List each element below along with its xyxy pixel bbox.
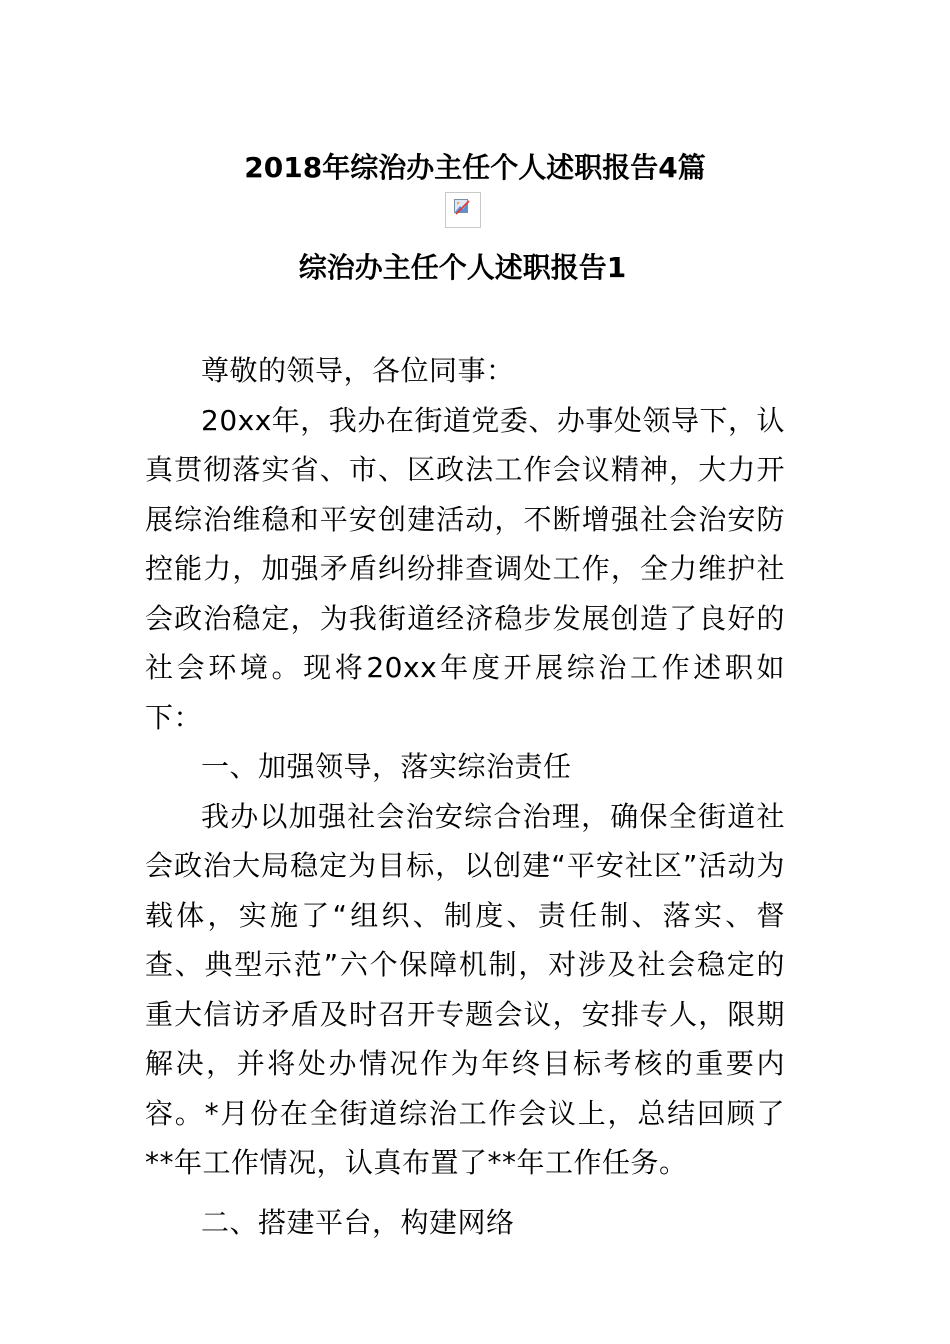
paragraph-leadership: 我办以加强社会治安综合治理，确保全街道社会政治大局稳定为目标，以创建“平安社区”活动为载体，实施了“组织、制度、责任制、落实、督查、典型示范”六个保障机制，对涉及社会稳定的重大信访矛盾及时召开专题会议，安排专人，限期解决，并将处办情况作为年终目标考核的重要内容。*月份在全街道综治工作会议上，总结回顾了**年工作情况，认真布置了**年工作任务。 bbox=[145, 799, 785, 1179]
subheading-2: 二、搭建平台，构建网络 bbox=[201, 1205, 515, 1239]
broken-image-icon bbox=[445, 192, 481, 228]
body-text bbox=[145, 346, 785, 1247]
document-title: 2018年综治办主任个人述职报告4篇 bbox=[244, 151, 706, 184]
subheading-1: 一、加强领导，落实综治责任 bbox=[201, 750, 572, 783]
section-heading: 综治办主任个人述职报告1 bbox=[298, 251, 627, 284]
salutation: 尊敬的领导，各位同事： bbox=[201, 354, 515, 387]
paragraph-intro: 20xx年，我办在街道党委、办事处领导下，认真贯彻落实省、市、区政法工作会议精神，大力开展综治维稳和平安创建活动，不断增强社会治安防控能力，加强矛盾纠纷排查调处工作，全力维护社会政治稳定，为我街道经济稳步发展创造了良好的社会环境。现将20xx年度开展综治工作述职如下： bbox=[145, 403, 785, 734]
